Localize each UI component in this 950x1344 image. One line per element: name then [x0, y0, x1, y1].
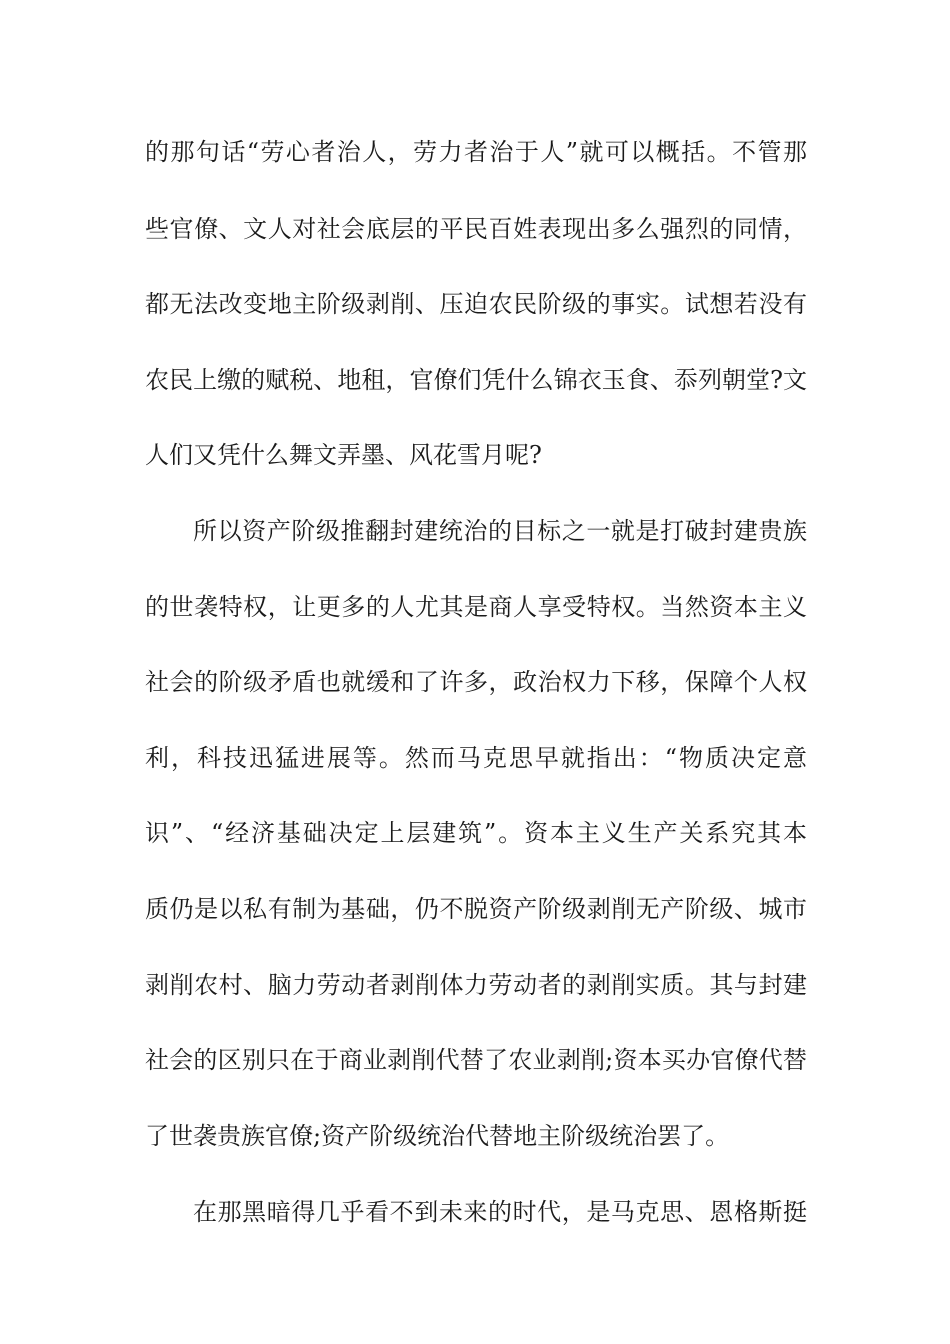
text-line: 质仍是以私有制为基础，仍不脱资产阶级剥削无产阶级、城市 — [145, 895, 807, 923]
paragraph-first-line: 在那黑暗得几乎看不到未来的时代，是马克思、恩格斯挺 — [193, 1198, 807, 1226]
text-line: 了世袭贵族官僚;资产阶级统治代替地主阶级统治罢了。 — [145, 1122, 730, 1150]
text-line: 社会的区别只在于商业剥削代替了农业剥削;资本买办官僚代替 — [145, 1046, 807, 1074]
text-line: 的那句话“劳心者治人，劳力者治于人”就可以概括。不管那 — [145, 138, 807, 166]
text-line: 农民上缴的赋税、地租，官僚们凭什么锦衣玉食、忝列朝堂?文 — [145, 366, 807, 394]
text-line: 些官僚、文人对社会底层的平民百姓表现出多么强烈的同情， — [145, 215, 807, 243]
text-line: 都无法改变地主阶级剥削、压迫农民阶级的事实。试想若没有 — [145, 290, 807, 318]
text-line: 社会的阶级矛盾也就缓和了许多，政治权力下移，保障个人权 — [145, 668, 807, 696]
paragraph-first-line: 所以资产阶级推翻封建统治的目标之一就是打破封建贵族 — [193, 517, 807, 545]
text-line: 人们又凭什么舞文弄墨、风花雪月呢? — [145, 441, 542, 469]
text-line: 剥削农村、脑力劳动者剥削体力劳动者的剥削实质。其与封建 — [145, 971, 807, 999]
text-line: 的世袭特权，让更多的人尤其是商人享受特权。当然资本主义 — [145, 593, 807, 621]
text-line: 利，科技迅猛进展等。然而马克思早就指出：“物质决定意 — [145, 744, 807, 772]
text-line: 识”、“经济基础决定上层建筑”。资本主义生产关系究其本 — [145, 819, 807, 847]
